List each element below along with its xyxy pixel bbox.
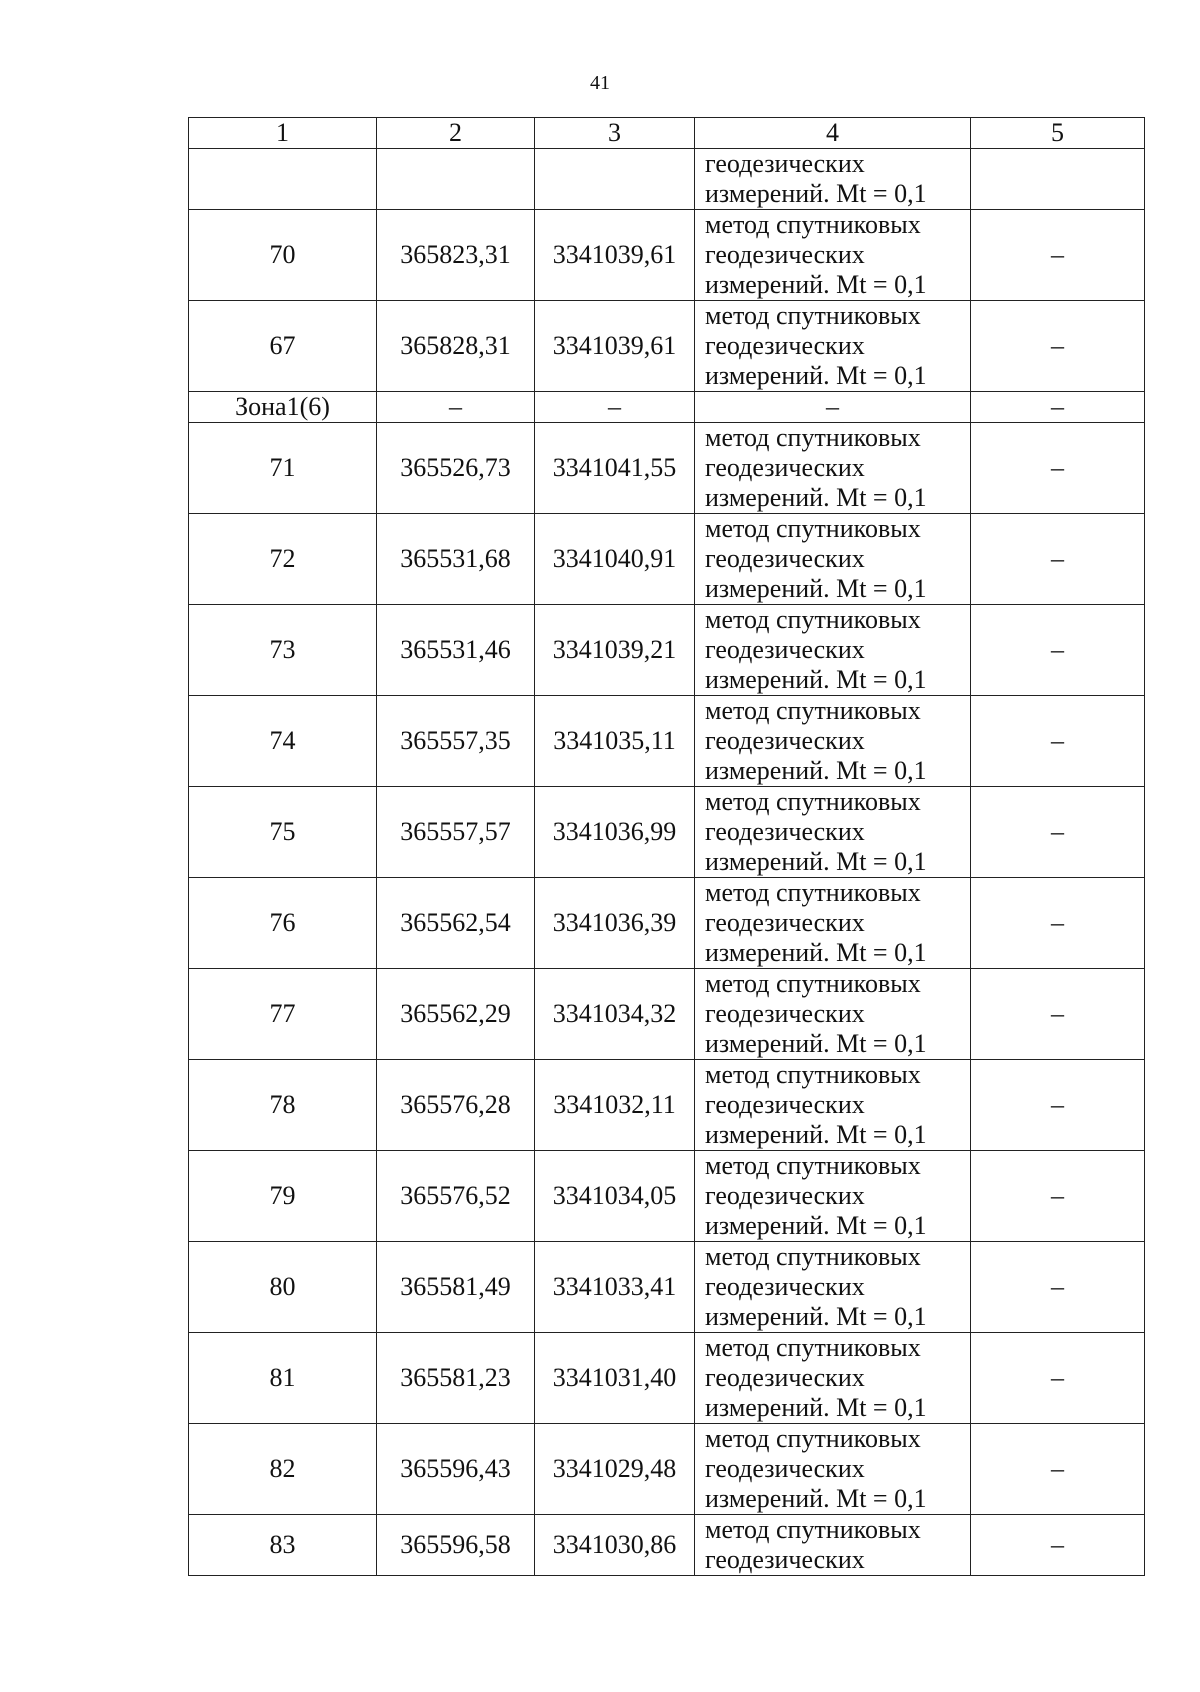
x-coordinate-cell: 365596,43 [377, 1424, 535, 1515]
x-coordinate-cell: 365531,68 [377, 514, 535, 605]
table-row [189, 1515, 1145, 1576]
method-cell [695, 1060, 971, 1151]
x-coordinate-cell: 365576,28 [377, 1060, 535, 1151]
x-coordinate-cell: 365828,31 [377, 301, 535, 392]
method-line: геодезических [705, 1090, 865, 1119]
method-cell [695, 1515, 971, 1576]
x-coordinate-cell: 365581,23 [377, 1333, 535, 1424]
header-cell: 3 [535, 118, 695, 149]
header-cell: 5 [971, 118, 1145, 149]
method-line: измерений. Mt = 0,1 [705, 1393, 927, 1422]
table-row [189, 696, 1145, 787]
method-line: метод спутниковых [705, 969, 921, 998]
method-line: геодезических [705, 1363, 865, 1392]
empty-cell [971, 149, 1145, 210]
dash-cell: – [971, 392, 1145, 423]
note-cell: – [971, 1424, 1145, 1515]
x-coordinate-cell: 365576,52 [377, 1151, 535, 1242]
table-row [189, 1333, 1145, 1424]
method-line: измерений. Mt = 0,1 [705, 1029, 927, 1058]
header-cell: 4 [695, 118, 971, 149]
y-coordinate-cell: 3341036,99 [535, 787, 695, 878]
point-number-cell: 77 [189, 969, 377, 1060]
method-line: геодезических [705, 1454, 865, 1483]
point-number-cell: 71 [189, 423, 377, 514]
method-line: измерений. Mt = 0,1 [705, 1484, 927, 1513]
y-coordinate-cell: 3341030,86 [535, 1515, 695, 1576]
dash-cell: – [377, 392, 535, 423]
table-row [189, 787, 1145, 878]
y-coordinate-cell: 3341036,39 [535, 878, 695, 969]
point-number-cell: 78 [189, 1060, 377, 1151]
method-cell [695, 1151, 971, 1242]
empty-cell [377, 149, 535, 210]
x-coordinate-cell: 365526,73 [377, 423, 535, 514]
method-line: геодезических [705, 1181, 865, 1210]
method-line: геодезических [705, 1545, 865, 1574]
method-line: измерений. Mt = 0,1 [705, 270, 927, 299]
method-line: метод спутниковых [705, 1515, 921, 1544]
method-cell [695, 969, 971, 1060]
table-row [189, 878, 1145, 969]
table-row [189, 1151, 1145, 1242]
method-line: геодезических [705, 331, 865, 360]
method-line: геодезических [705, 817, 865, 846]
method-cell [695, 301, 971, 392]
y-coordinate-cell: 3341031,40 [535, 1333, 695, 1424]
y-coordinate-cell: 3341040,91 [535, 514, 695, 605]
x-coordinate-cell: 365562,29 [377, 969, 535, 1060]
point-number-cell: 73 [189, 605, 377, 696]
table-row [189, 1060, 1145, 1151]
y-coordinate-cell: 3341029,48 [535, 1424, 695, 1515]
note-cell: – [971, 514, 1145, 605]
y-coordinate-cell: 3341041,55 [535, 423, 695, 514]
method-line: измерений. Mt = 0,1 [705, 1211, 927, 1240]
method-cell [695, 605, 971, 696]
y-coordinate-cell: 3341032,11 [535, 1060, 695, 1151]
table-row [189, 1242, 1145, 1333]
table-row [189, 1424, 1145, 1515]
note-cell: – [971, 605, 1145, 696]
note-cell: – [971, 1242, 1145, 1333]
method-line: метод спутниковых [705, 1424, 921, 1453]
header-cell: 2 [377, 118, 535, 149]
method-line: метод спутниковых [705, 1151, 921, 1180]
x-coordinate-cell: 365823,31 [377, 210, 535, 301]
method-line: метод спутниковых [705, 210, 921, 239]
note-cell: – [971, 210, 1145, 301]
table-row [189, 605, 1145, 696]
method-cell [695, 1424, 971, 1515]
x-coordinate-cell: 365557,35 [377, 696, 535, 787]
point-number-cell: 75 [189, 787, 377, 878]
method-line: метод спутниковых [705, 878, 921, 907]
header-cell: 1 [189, 118, 377, 149]
method-line: геодезических [705, 726, 865, 755]
method-cell [695, 149, 971, 210]
point-number-cell: 81 [189, 1333, 377, 1424]
method-cell [695, 1242, 971, 1333]
note-cell: – [971, 1333, 1145, 1424]
method-line: геодезических [705, 999, 865, 1028]
method-cell [695, 787, 971, 878]
method-line: метод спутниковых [705, 1333, 921, 1362]
point-number-cell: 70 [189, 210, 377, 301]
table-row [189, 514, 1145, 605]
method-line: измерений. Mt = 0,1 [705, 756, 927, 785]
page-number: 41 [590, 72, 610, 94]
empty-cell [535, 149, 695, 210]
x-coordinate-cell: 365596,58 [377, 1515, 535, 1576]
dash-cell: – [535, 392, 695, 423]
method-line: метод спутниковых [705, 696, 921, 725]
method-cell [695, 514, 971, 605]
method-cell [695, 210, 971, 301]
method-line: измерений. Mt = 0,1 [705, 847, 927, 876]
note-cell: – [971, 696, 1145, 787]
y-coordinate-cell: 3341034,32 [535, 969, 695, 1060]
method-line: метод спутниковых [705, 301, 921, 330]
method-line: геодезических [705, 149, 865, 178]
method-cell [695, 696, 971, 787]
y-coordinate-cell: 3341039,21 [535, 605, 695, 696]
dash-cell: – [695, 392, 971, 423]
method-line: измерений. Mt = 0,1 [705, 1302, 927, 1331]
x-coordinate-cell: 365581,49 [377, 1242, 535, 1333]
point-number-cell: 67 [189, 301, 377, 392]
continuation-row [189, 149, 1145, 210]
method-line: геодезических [705, 1272, 865, 1301]
point-number-cell: 83 [189, 1515, 377, 1576]
table-row [189, 969, 1145, 1060]
note-cell: – [971, 1060, 1145, 1151]
note-cell: – [971, 969, 1145, 1060]
point-number-cell: 72 [189, 514, 377, 605]
zone-label-cell: Зона1(6) [189, 392, 377, 423]
point-number-cell: 76 [189, 878, 377, 969]
y-coordinate-cell: 3341034,05 [535, 1151, 695, 1242]
method-line: метод спутниковых [705, 605, 921, 634]
method-cell [695, 1333, 971, 1424]
point-number-cell: 79 [189, 1151, 377, 1242]
method-line: геодезических [705, 240, 865, 269]
x-coordinate-cell: 365557,57 [377, 787, 535, 878]
method-line: геодезических [705, 453, 865, 482]
method-line: измерений. Mt = 0,1 [705, 938, 927, 967]
note-cell: – [971, 787, 1145, 878]
point-number-cell: 82 [189, 1424, 377, 1515]
method-line: измерений. Mt = 0,1 [705, 1120, 927, 1149]
method-line: метод спутниковых [705, 1060, 921, 1089]
point-number-cell: 80 [189, 1242, 377, 1333]
y-coordinate-cell: 3341039,61 [535, 301, 695, 392]
method-line: метод спутниковых [705, 514, 921, 543]
method-line: измерений. Mt = 0,1 [705, 665, 927, 694]
table-row [189, 210, 1145, 301]
method-cell [695, 878, 971, 969]
note-cell: – [971, 878, 1145, 969]
zone-row [189, 392, 1145, 423]
empty-cell [189, 149, 377, 210]
note-cell: – [971, 1515, 1145, 1576]
method-line: геодезических [705, 908, 865, 937]
method-line: метод спутниковых [705, 1242, 921, 1271]
y-coordinate-cell: 3341039,61 [535, 210, 695, 301]
point-number-cell: 74 [189, 696, 377, 787]
method-cell [695, 423, 971, 514]
y-coordinate-cell: 3341035,11 [535, 696, 695, 787]
x-coordinate-cell: 365531,46 [377, 605, 535, 696]
table-row [189, 423, 1145, 514]
note-cell: – [971, 423, 1145, 514]
y-coordinate-cell: 3341033,41 [535, 1242, 695, 1333]
method-line: измерений. Mt = 0,1 [705, 483, 927, 512]
method-line: геодезических [705, 544, 865, 573]
table-header-row [189, 118, 1145, 149]
method-line: геодезических [705, 635, 865, 664]
table-row [189, 301, 1145, 392]
method-line: измерений. Mt = 0,1 [705, 574, 927, 603]
method-line: измерений. Mt = 0,1 [705, 361, 927, 390]
note-cell: – [971, 301, 1145, 392]
method-line: метод спутниковых [705, 423, 921, 452]
coordinates-table [188, 117, 1145, 1576]
note-cell: – [971, 1151, 1145, 1242]
x-coordinate-cell: 365562,54 [377, 878, 535, 969]
method-line: метод спутниковых [705, 787, 921, 816]
method-line: измерений. Mt = 0,1 [705, 179, 927, 208]
